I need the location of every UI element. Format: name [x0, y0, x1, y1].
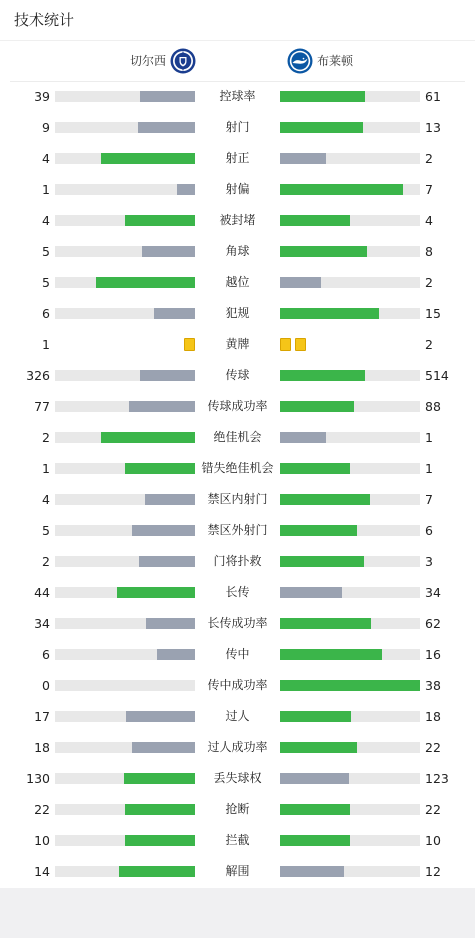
- home-stat-value: 39: [34, 89, 50, 104]
- home-stat-value: 5: [42, 244, 50, 259]
- stat-row: [0, 236, 475, 267]
- home-stat-bar: [96, 277, 195, 288]
- home-stat-bar: [146, 618, 195, 629]
- away-stat-value: 61: [425, 89, 441, 104]
- away-stat-bar: [280, 649, 382, 660]
- away-stat-value: 34: [425, 585, 441, 600]
- away-stat-bar: [280, 184, 403, 195]
- stat-row: [0, 143, 475, 174]
- home-stat-bar-track: [55, 711, 195, 722]
- away-stat-value: 2: [425, 275, 433, 290]
- away-stat-bar: [280, 618, 371, 629]
- home-stat-bar: [125, 835, 195, 846]
- away-stat-bar-track: [280, 773, 420, 784]
- home-stat-value: 10: [34, 833, 50, 848]
- away-stat-value: 3: [425, 554, 433, 569]
- stat-row: [0, 484, 475, 515]
- home-team: [130, 48, 196, 74]
- away-stat-bar-track: [280, 742, 420, 753]
- home-stat-bar-track: [55, 308, 195, 319]
- away-stat-bar: [280, 556, 364, 567]
- home-stat-bar: [125, 463, 195, 474]
- away-stat-bar-track: [280, 122, 420, 133]
- stat-label: 拦截: [225, 833, 250, 847]
- away-yellow-cards: [280, 338, 306, 351]
- stat-row: [0, 639, 475, 670]
- away-stat-bar-track: [280, 308, 420, 319]
- away-stat-bar-track: [280, 866, 420, 877]
- away-stat-bar-track: [280, 556, 420, 567]
- home-stat-bar: [125, 215, 195, 226]
- home-stat-value: 77: [34, 399, 50, 414]
- chelsea-crest-icon: [170, 48, 196, 74]
- away-stat-bar: [280, 866, 344, 877]
- home-stat-bar-track: [55, 432, 195, 443]
- stat-row: [0, 794, 475, 825]
- home-stat-bar-track: [55, 556, 195, 567]
- home-stat-value: 1: [42, 182, 50, 197]
- away-stat-value: 12: [425, 864, 441, 879]
- stat-label: 绝佳机会: [213, 430, 262, 444]
- away-stat-bar: [280, 370, 365, 381]
- stats-list: [0, 81, 475, 887]
- home-stat-bar-track: [55, 742, 195, 753]
- home-stat-bar-track: [55, 773, 195, 784]
- away-stat-value: 18: [425, 709, 441, 724]
- stat-label: 射正: [225, 151, 250, 165]
- home-stat-value: 326: [26, 368, 50, 383]
- home-stat-bar-track: [55, 587, 195, 598]
- home-stat-bar: [132, 525, 195, 536]
- home-stat-bar-track: [55, 649, 195, 660]
- away-stat-bar: [280, 122, 363, 133]
- stat-label: 门将扑救: [213, 554, 262, 568]
- stat-row: [0, 670, 475, 701]
- home-stat-bar: [101, 432, 195, 443]
- away-stat-bar-track: [280, 587, 420, 598]
- yellow-card-icon: [295, 338, 306, 351]
- away-stat-bar: [280, 742, 357, 753]
- away-stat-bar-track: [280, 804, 420, 815]
- away-stat-value: 123: [425, 771, 449, 786]
- stat-label: 长传: [225, 585, 250, 599]
- home-stat-bar: [132, 742, 195, 753]
- stat-label: 传球成功率: [207, 399, 268, 413]
- home-stat-bar-track: [55, 370, 195, 381]
- stat-label: 禁区外射门: [207, 523, 268, 537]
- away-stat-bar: [280, 463, 350, 474]
- away-stat-value: 514: [425, 368, 449, 383]
- home-stat-value: 5: [42, 523, 50, 538]
- home-stat-bar: [177, 184, 195, 195]
- away-stat-bar-track: [280, 277, 420, 288]
- away-stat-value: 6: [425, 523, 433, 538]
- away-stat-value: 7: [425, 492, 433, 507]
- home-stat-bar: [154, 308, 195, 319]
- home-stat-bar: [145, 494, 195, 505]
- home-stat-value: 6: [42, 647, 50, 662]
- away-stat-bar-track: [280, 432, 420, 443]
- stat-label: 控球率: [219, 89, 256, 103]
- away-stat-value: 22: [425, 802, 441, 817]
- stat-row: [0, 515, 475, 546]
- stat-label: 丢失球权: [213, 771, 262, 785]
- stat-label: 传中: [225, 647, 250, 661]
- home-stat-bar-track: [55, 525, 195, 536]
- stat-row: [0, 825, 475, 856]
- stat-row: [0, 112, 475, 143]
- stat-row: [0, 422, 475, 453]
- stat-label: 传中成功率: [207, 678, 268, 692]
- stat-row: [0, 732, 475, 763]
- home-stat-value: 130: [26, 771, 50, 786]
- home-stat-value: 4: [42, 151, 50, 166]
- title-divider: [0, 40, 475, 41]
- away-stat-bar-track: [280, 91, 420, 102]
- stat-row: [0, 329, 475, 360]
- away-team: [287, 48, 353, 74]
- home-stat-bar: [125, 804, 195, 815]
- away-stat-value: 10: [425, 833, 441, 848]
- away-stat-value: 15: [425, 306, 441, 321]
- away-stat-bar-track: [280, 463, 420, 474]
- brighton-crest-icon: [287, 48, 313, 74]
- stat-row: [0, 701, 475, 732]
- home-stat-value: 2: [42, 430, 50, 445]
- away-stat-value: 1: [425, 430, 433, 445]
- away-stat-value: 1: [425, 461, 433, 476]
- home-stat-bar-track: [55, 215, 195, 226]
- away-stat-bar: [280, 835, 350, 846]
- stat-label: 抢断: [225, 802, 250, 816]
- stat-label: 错失绝佳机会: [201, 461, 274, 475]
- stat-label: 角球: [225, 244, 250, 258]
- away-stat-value: 4: [425, 213, 433, 228]
- away-stat-bar-track: [280, 184, 420, 195]
- home-stat-value: 6: [42, 306, 50, 321]
- away-stat-bar: [280, 432, 326, 443]
- home-stat-value: 4: [42, 213, 50, 228]
- home-stat-bar: [140, 91, 195, 102]
- away-stat-bar-track: [280, 525, 420, 536]
- home-stat-bar: [119, 866, 195, 877]
- stat-label: 过人成功率: [207, 740, 268, 754]
- home-team-name: 切尔西: [130, 54, 167, 68]
- away-stat-bar: [280, 525, 357, 536]
- home-stat-bar: [129, 401, 195, 412]
- home-stat-bar: [124, 773, 195, 784]
- stat-row: [0, 81, 475, 112]
- stat-row: [0, 391, 475, 422]
- stat-label: 被封堵: [219, 213, 256, 227]
- home-stat-bar-track: [55, 91, 195, 102]
- home-stat-bar: [117, 587, 195, 598]
- away-stat-bar: [280, 494, 370, 505]
- home-stat-bar-track: [55, 618, 195, 629]
- home-stat-bar-track: [55, 494, 195, 505]
- home-stat-bar-track: [55, 401, 195, 412]
- away-stat-value: 22: [425, 740, 441, 755]
- stat-label: 犯规: [225, 306, 250, 320]
- away-team-name: 布莱顿: [317, 54, 354, 68]
- home-stat-bar: [126, 711, 195, 722]
- home-stat-bar: [157, 649, 195, 660]
- away-stat-bar-track: [280, 680, 420, 691]
- home-stat-value: 4: [42, 492, 50, 507]
- home-stat-bar-track: [55, 122, 195, 133]
- away-stat-bar: [280, 215, 350, 226]
- stat-label: 长传成功率: [207, 616, 268, 630]
- home-stat-bar-track: [55, 184, 195, 195]
- away-stat-bar-track: [280, 649, 420, 660]
- home-stat-value: 1: [42, 461, 50, 476]
- stat-row: [0, 205, 475, 236]
- home-stat-bar-track: [55, 153, 195, 164]
- home-stat-value: 34: [34, 616, 50, 631]
- away-stat-value: 7: [425, 182, 433, 197]
- stat-row: [0, 763, 475, 794]
- home-stat-bar-track: [55, 463, 195, 474]
- away-stat-bar-track: [280, 835, 420, 846]
- stat-label: 传球: [225, 368, 250, 382]
- away-stat-bar: [280, 308, 379, 319]
- away-stat-bar: [280, 277, 321, 288]
- away-stat-bar: [280, 401, 354, 412]
- home-stat-bar-track: [55, 680, 195, 691]
- stat-row: [0, 453, 475, 484]
- away-stat-value: 8: [425, 244, 433, 259]
- home-stat-bar-track: [55, 835, 195, 846]
- home-stat-bar: [140, 370, 195, 381]
- away-stat-bar-track: [280, 711, 420, 722]
- home-stat-bar: [139, 556, 195, 567]
- stat-row: [0, 546, 475, 577]
- away-stat-bar-track: [280, 370, 420, 381]
- yellow-card-icon: [184, 338, 195, 351]
- home-stat-value: 14: [34, 864, 50, 879]
- home-stat-value: 5: [42, 275, 50, 290]
- away-stat-bar-track: [280, 618, 420, 629]
- away-stat-bar-track: [280, 215, 420, 226]
- stat-row: [0, 360, 475, 391]
- home-stat-value: 22: [34, 802, 50, 817]
- away-stat-value: 2: [425, 337, 433, 352]
- away-stat-bar: [280, 680, 420, 691]
- home-stat-bar: [142, 246, 195, 257]
- home-stat-value: 9: [42, 120, 50, 135]
- stat-row: [0, 174, 475, 205]
- away-stat-value: 38: [425, 678, 441, 693]
- home-stat-value: 17: [34, 709, 50, 724]
- home-stat-value: 0: [42, 678, 50, 693]
- away-stat-value: 88: [425, 399, 441, 414]
- home-stat-value: 18: [34, 740, 50, 755]
- away-stat-bar: [280, 246, 367, 257]
- yellow-card-icon: [280, 338, 291, 351]
- away-stat-value: 13: [425, 120, 441, 135]
- home-stat-bar: [138, 122, 195, 133]
- home-yellow-cards: [184, 338, 195, 351]
- home-stat-bar-track: [55, 246, 195, 257]
- stat-row: [0, 267, 475, 298]
- away-stat-value: 16: [425, 647, 441, 662]
- away-stat-bar: [280, 804, 350, 815]
- home-stat-bar-track: [55, 804, 195, 815]
- stat-row: [0, 608, 475, 639]
- home-stat-value: 1: [42, 337, 50, 352]
- home-stat-bar: [101, 153, 195, 164]
- away-stat-bar: [280, 587, 342, 598]
- away-stat-bar: [280, 711, 351, 722]
- stat-label: 越位: [225, 275, 250, 289]
- stat-label: 射偏: [225, 182, 250, 196]
- stat-row: [0, 577, 475, 608]
- home-stat-value: 2: [42, 554, 50, 569]
- stat-row: [0, 856, 475, 887]
- away-stat-value: 2: [425, 151, 433, 166]
- page-title: 技术统计: [14, 11, 75, 29]
- stat-label: 解围: [225, 864, 250, 878]
- home-stat-bar-track: [55, 277, 195, 288]
- stat-label: 射门: [225, 120, 250, 134]
- away-stat-value: 62: [425, 616, 441, 631]
- stat-label: 黄牌: [225, 337, 250, 351]
- away-stat-bar-track: [280, 401, 420, 412]
- away-stat-bar: [280, 91, 365, 102]
- away-stat-bar: [280, 153, 326, 164]
- away-stat-bar-track: [280, 246, 420, 257]
- stat-label: 禁区内射门: [207, 492, 268, 506]
- away-stat-bar: [280, 773, 349, 784]
- away-stat-bar-track: [280, 153, 420, 164]
- stat-label: 过人: [225, 709, 250, 723]
- away-stat-bar-track: [280, 494, 420, 505]
- home-stat-bar-track: [55, 866, 195, 877]
- home-stat-value: 44: [34, 585, 50, 600]
- stat-row: [0, 298, 475, 329]
